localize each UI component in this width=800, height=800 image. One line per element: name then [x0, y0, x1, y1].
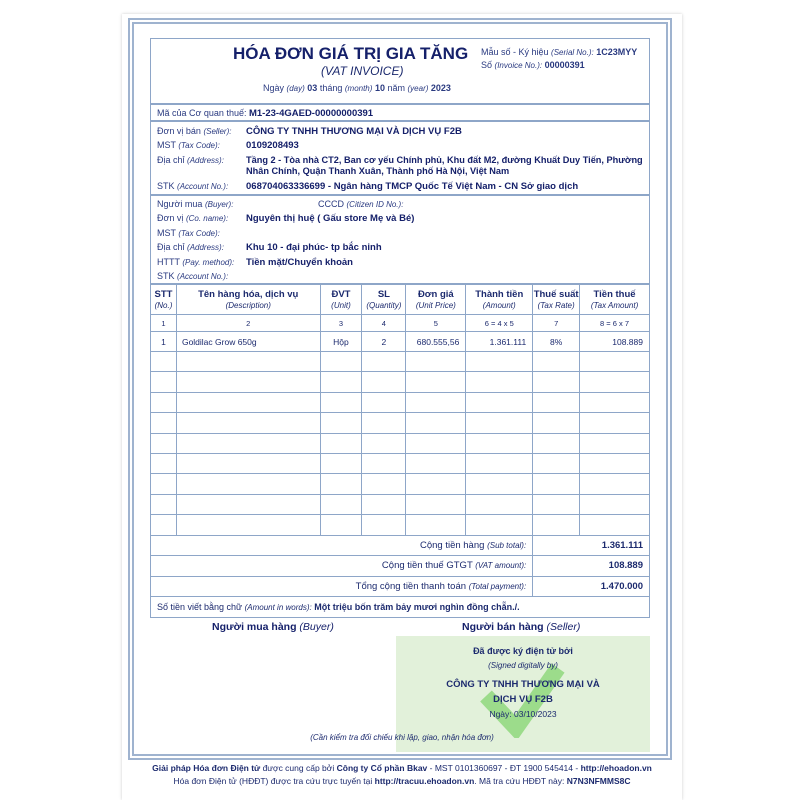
empty-table-row: [151, 413, 650, 433]
amount-in-words-row: Số tiền viết bằng chữ (Amount in words): Một triệu bốn trăm bảy mươi nghìn đồng chẵn./.: [151, 597, 650, 618]
signer-company: CÔNG TY TNHH THƯƠNG MẠI VÀ: [446, 679, 600, 690]
seller-name: CÔNG TY TNHH THƯƠNG MẠI VÀ DỊCH VỤ F2B: [246, 126, 462, 137]
serial-number: Mẫu số - Ký hiệu (Serial No.): 1C23MYY: [481, 47, 638, 57]
vat-row: Cộng tiền thuế GTGT (VAT amount): 108.889: [151, 556, 650, 577]
seller-address-line1: Tầng 2 - Tòa nhà CT2, Ban cơ yếu Chính phủ, Khu đất M2, đường Khuất Duy Tiến, Phường: [246, 155, 643, 165]
seller-address-line2: Nhân Chính, Quận Thanh Xuân, Thành phố Hà Nội, Việt Nam: [246, 166, 510, 176]
empty-table-row: [151, 515, 650, 535]
invoice-number: Số (Invoice No.): 00000391: [481, 60, 585, 70]
buyer-company: Nguyên thị huệ ( Gấu store Mẹ và Bé): [246, 213, 415, 224]
signer-company-2: DỊCH VỤ F2B: [493, 694, 553, 705]
col-quantity: SL (Quantity): [362, 285, 406, 315]
check-note: (Cần kiểm tra đối chiếu khi lập, giao, nhận hóa đơn): [310, 733, 494, 742]
footer-lookup: Hóa đơn Điện tử (HĐĐT) được tra cứu trực tuyến tại http://tracuu.ehoadon.vn. Mã tra cứu HĐĐT này: N7N3NFMMS8C: [173, 776, 631, 786]
signed-by-en: (Signed digitally by): [488, 661, 558, 670]
empty-table-row: [151, 372, 650, 392]
citizen-id-label: CCCD (Citizen ID No.):: [318, 199, 404, 209]
subtotal-row: Cộng tiền hàng (Sub total): 1.361.111: [151, 535, 650, 556]
buyer-signature-label: Người mua hàng (Buyer): [212, 621, 334, 633]
column-number-row: 1 2 3 4 5 6 = 4 x 5 7 8 = 6 x 7: [151, 315, 650, 332]
invoice-title: HÓA ĐƠN GIÁ TRỊ GIA TĂNG: [233, 44, 469, 63]
empty-table-row: [151, 433, 650, 453]
items-table: [150, 284, 650, 618]
col-unit: ĐVT (Unit): [320, 285, 362, 315]
buyer-info: Người mua (Buyer): CCCD (Citizen ID No.): Đơn vị (Co. name): Nguyên thị huệ ( Gấu store Mẹ và Bé) MST (Tax Code): Địa chỉ (Address): Khu 10 - đại phúc- tp bắc ninh HTTT (Pay. method): Tiền mặt/Chuyển khoản STK (Account No.):: [150, 195, 650, 284]
seller-account: 068704063336699 - Ngân hàng TMCP Quốc Tế Việt Nam - CN Sở giao dịch: [246, 181, 579, 192]
col-stt: STT (No.): [151, 285, 177, 315]
col-description: Tên hàng hóa, dịch vụ (Description): [176, 285, 320, 315]
col-tax-amount: Tiền thuế (Tax Amount): [580, 285, 650, 315]
ehoadon-link[interactable]: http://ehoadon.vn: [580, 763, 652, 773]
footer-provider: Giải pháp Hóa đơn Điện tử được cung cấp bởi Công ty Cổ phần Bkav - MST 0101360697 - ĐT 1900 545414 - http://ehoadon.vn: [152, 763, 652, 773]
col-tax-rate: Thuế suất (Tax Rate): [533, 285, 580, 315]
col-unit-price: Đơn giá (Unit Price): [406, 285, 466, 315]
table-header-row: [151, 285, 650, 315]
total-row: Tổng cộng tiền thanh toán (Total payment): 1.470.000: [151, 576, 650, 597]
invoice-subtitle: (VAT INVOICE): [321, 64, 404, 78]
signed-by-label: Đã được ký điện tử bởi: [473, 646, 573, 656]
table-row: 1 Goldilac Grow 650g Hộp 2 680.555,56 1.361.111 8% 108.889: [151, 332, 650, 352]
empty-table-row: [151, 453, 650, 473]
empty-table-row: [151, 392, 650, 412]
buyer-address: Khu 10 - đại phúc- tp bắc ninh: [246, 242, 382, 253]
tracuu-link[interactable]: http://tracuu.ehoadon.vn: [374, 776, 475, 786]
invoice-date: Ngày (day) 03 tháng (month) 10 năm (year) 2023: [263, 83, 451, 93]
col-amount: Thành tiền (Amount): [466, 285, 533, 315]
empty-table-row: [151, 494, 650, 514]
empty-table-row: [151, 352, 650, 372]
seller-info: Đơn vị bán (Seller): CÔNG TY TNHH THƯƠNG MẠI VÀ DỊCH VỤ F2B MST (Tax Code): 0109208493 Địa chỉ (Address): Tầng 2 - Tòa nhà CT2, Ban cơ yếu Chính phủ, Khu đất M2, đường Khuất Duy Tiến, Phường Nhân Chính, Quận Thanh Xuân, Thành phố Hà Nội, Việt Nam STK (Account No.): 068704063336699 - Ngân hàng TMCP Quốc Tế Việt Nam - CN Sở giao dịch: [150, 121, 650, 195]
empty-table-row: [151, 474, 650, 494]
seller-signature-label: Người bán hàng (Seller): [462, 621, 581, 633]
tax-authority-code: Mã của Cơ quan thuế: M1-23-4GAED-00000000391: [150, 104, 650, 121]
seller-tax-code: 0109208493: [246, 140, 299, 151]
invoice-header: [150, 38, 650, 104]
signature-date: Ngày: 03/10/2023: [489, 709, 557, 719]
payment-method: Tiền mặt/Chuyển khoản: [246, 257, 353, 268]
